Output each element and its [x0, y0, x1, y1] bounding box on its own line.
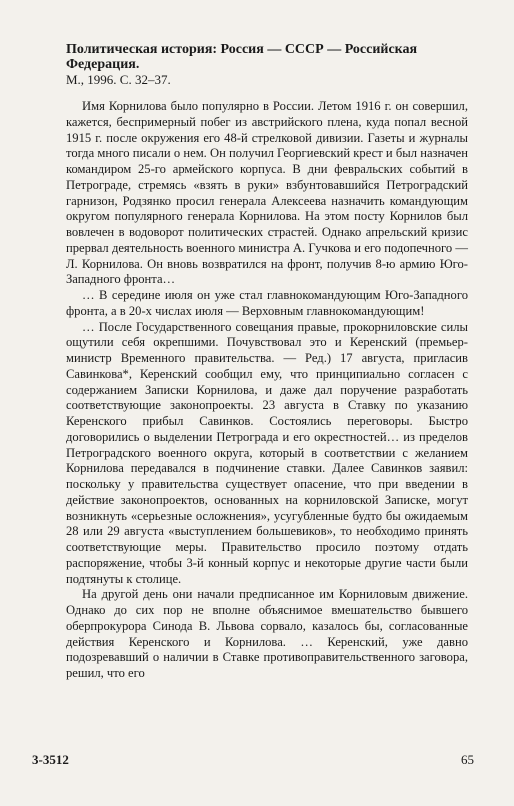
source-reference: М., 1996. С. 32–37. [66, 72, 171, 87]
source-header [66, 42, 466, 87]
paragraph: … В середине июля он уже стал главнокомандующим Юго-Западного фронта, а в 20-х числах июля — Верховным главнокомандующим! [66, 288, 468, 318]
paragraph: … После Государственного совещания правые, прокорниловские силы ощутили себя окрепшими. Почувствовал это и Керенский (премьер-министр Временного правительства. — Ред.) 17 августа, пригласив Савинкова*, Керенский сообщил ему, что принципиально согласен с содержанием Записки Корнилова, и даже дал поручение разработать соответствующие законопроекты. 23 августа в Ставку по указанию Керенского прибыл Савинков. Состоялись переговоры. Быстро договорились о выделении Петрограда и его окрестностей… из пределов Петроградского военного округа, который в соответствии с желанием Корнилова передавался в подчинение ставки. Далее Савинков заявил: поскольку у правительства существует опасение, что при введении в действие законопроектов, основанных на корниловской Записке, могут возникнуть «серьезные осложнения», усугубленные будто бы ожидаемым 28 или 29 августа «выступлением большевиков», то необходимо принять соответствующие меры. Правительство просило поэтому отдать распоряжение, чтобы 3-й конный корпус и некоторые другие части были подтянуты к столице. [66, 319, 468, 586]
body-text [66, 99, 468, 682]
paragraph: Имя Корнилова было популярно в России. Летом 1916 г. он совершил, кажется, беспримерный побег из австрийского плена, куда попал весной 1915 г. после окружения его 48-й стрелковой дивизии. Газеты и журналы тогда много писали о нем. Он получил Георгиевский крест и был назначен командиром 25-го армейского корпуса. В дни февральских событий в Петрограде, стремясь «взять в руки» взбунтовавшийся Петроградский гарнизон, Родзянко просил генерала Алексеева назначить командующим округом популярного генерала Корнилова. На этом посту Корнилов был вовлечен в водоворот политических страстей. Однако апрельский кризис прервал деятельность военного министра А. Гучкова и его подопечного — Л. Корнилова. Он вновь возвратился на фронт, получив 8-ю армию Юго-Западного фронта… [66, 99, 468, 287]
printer-signature: 3-3512 [32, 752, 69, 767]
page-number: 65 [461, 752, 474, 767]
source-title: Политическая история: Россия — СССР — Российская Федерация. [66, 42, 418, 72]
paragraph: На другой день они начали предписанное им Корниловым движение. Однако до сих пор не вполне объяснимое вмешательство бывшего оберпрокурора Синода В. Львова сорвало, казалось бы, согласованные действия Керенского и Корнилова. … Керенский, уже давно подозревавший о наличии в Ставке противоправительственного заговора, решил, что его [66, 587, 468, 680]
page-footer [32, 752, 474, 768]
